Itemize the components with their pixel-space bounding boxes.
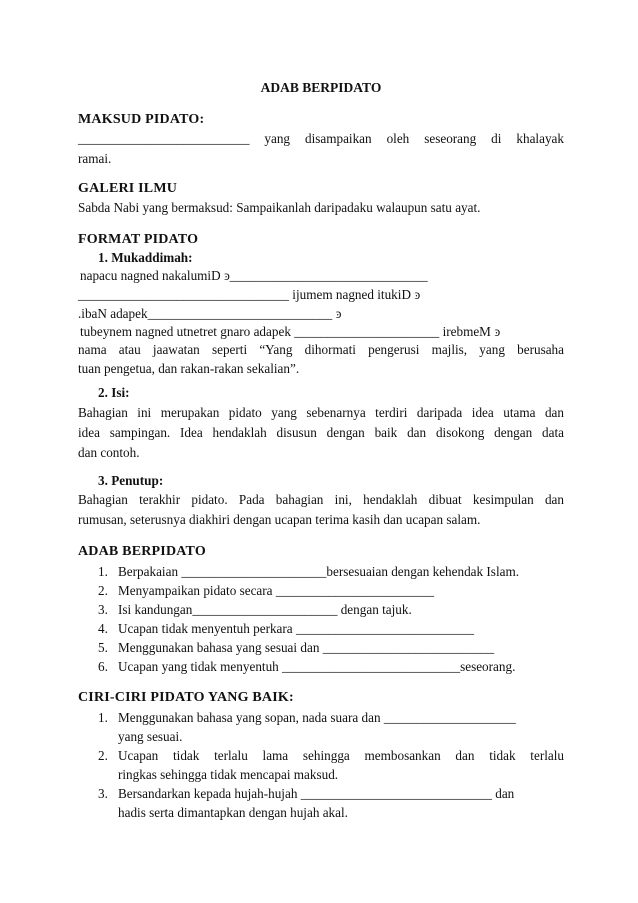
ciri-item bbox=[98, 746, 564, 766]
penutup-line-2: rumusan, seterusnya diakhiri dengan ucapan terima kasih dan ucapan salam. bbox=[78, 512, 481, 527]
item-number: 5. bbox=[98, 640, 108, 655]
item-text: Isi kandungan______________________ dengan tajuk. bbox=[118, 602, 412, 617]
item-text: Menyampaikan pidato secara ________________________ bbox=[118, 583, 435, 598]
format-heading: FORMAT PIDATO bbox=[78, 232, 199, 247]
isi-line-2: idea sampingan. Idea hendaklah disusun dengan baik dan disokong dengan data bbox=[78, 425, 564, 440]
mukaddimah-label: 1. Mukaddimah: bbox=[98, 250, 193, 265]
page-title: ADAB BERPIDATO bbox=[260, 80, 382, 95]
item-text: Menggunakan bahasa yang sopan, nada suara dan ____________________ bbox=[118, 710, 516, 725]
ciri-heading: CIRI-CIRI PIDATO YANG BAIK: bbox=[78, 690, 294, 705]
isi-label: 2. Isi: bbox=[98, 385, 130, 400]
mukaddimah-line-2: ________________________________ ijumem nagned itukiD ͽ bbox=[78, 287, 421, 302]
penutup-line-1: Bahagian terakhir pidato. Pada bahagian ini, hendaklah dibuat kesimpulan dan bbox=[78, 492, 564, 507]
adab-item bbox=[98, 581, 564, 601]
item-number: 1. bbox=[98, 564, 108, 579]
item-text: Ucapan yang tidak menyentuh ___________________________seseorang. bbox=[118, 659, 516, 674]
maksud-line-1: __________________________ yang disampaikan oleh seseorang di khalayak bbox=[78, 131, 564, 146]
adab-item bbox=[98, 638, 564, 658]
maksud-heading: MAKSUD PIDATO: bbox=[78, 112, 205, 127]
item-text: Bersandarkan kepada hujah-hujah _____________________________ dan bbox=[118, 786, 515, 801]
ciri-item bbox=[98, 784, 564, 804]
mukaddimah-line-1: napacu nagned nakalumiD ͽ______________________________ bbox=[80, 268, 428, 283]
ciri-item-continuation: hadis serta dimantapkan dengan hujah akal. bbox=[118, 805, 348, 820]
galeri-heading: GALERI ILMU bbox=[78, 181, 178, 196]
adab-heading: ADAB BERPIDATO bbox=[78, 544, 206, 559]
item-number: 3. bbox=[98, 602, 108, 617]
galeri-line-1: Sabda Nabi yang bermaksud: Sampaikanlah daripadaku walaupun satu ayat. bbox=[78, 200, 481, 215]
isi-line-1: Bahagian ini merupakan pidato yang sebenarnya terdiri daripada idea utama dan bbox=[78, 405, 564, 420]
adab-item bbox=[98, 657, 564, 677]
mukaddimah-line-5: nama atau jaawatan seperti “Yang dihormati pengerusi majlis, yang berusaha bbox=[78, 342, 564, 357]
ciri-item bbox=[98, 708, 564, 728]
maksud-line-2: ramai. bbox=[78, 151, 112, 166]
item-number: 4. bbox=[98, 621, 108, 636]
item-number: 2. bbox=[98, 748, 108, 763]
item-number: 6. bbox=[98, 659, 108, 674]
mukaddimah-line-3: .ibaN adapek____________________________ ͽ bbox=[78, 306, 342, 321]
item-number: 1. bbox=[98, 710, 108, 725]
item-text: Berpakaian ______________________bersesuaian dengan kehendak Islam. bbox=[118, 564, 520, 579]
item-number: 3. bbox=[98, 786, 108, 801]
ciri-item-continuation: yang sesuai. bbox=[118, 729, 183, 744]
adab-item bbox=[98, 600, 564, 620]
mukaddimah-line-6: tuan pengetua, dan rakan-rakan sekalian”. bbox=[78, 361, 300, 376]
adab-item bbox=[98, 562, 564, 582]
item-text: Ucapan tidak terlalu lama sehingga membosankan dan tidak terlalu bbox=[118, 748, 564, 763]
item-text: Ucapan tidak menyentuh perkara ___________________________ bbox=[118, 621, 474, 636]
adab-item bbox=[98, 619, 564, 639]
ciri-item-continuation: ringkas sehingga tidak mencapai maksud. bbox=[118, 767, 339, 782]
mukaddimah-line-4: tubeynem nagned utnetret gnaro adapek ______________________ irebmeM ͽ bbox=[80, 324, 501, 339]
isi-line-3: dan contoh. bbox=[78, 445, 140, 460]
item-text: Menggunakan bahasa yang sesuai dan __________________________ bbox=[118, 640, 495, 655]
penutup-label: 3. Penutup: bbox=[98, 473, 164, 488]
document-page bbox=[78, 0, 564, 903]
item-number: 2. bbox=[98, 583, 108, 598]
